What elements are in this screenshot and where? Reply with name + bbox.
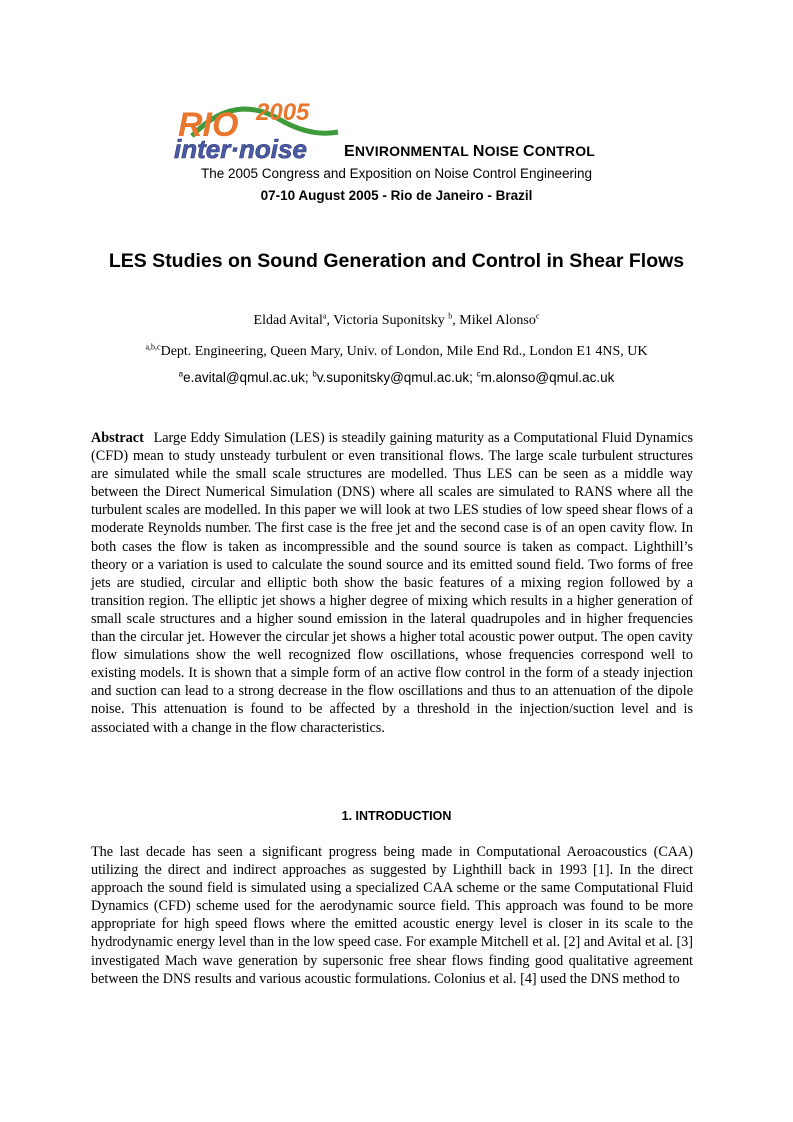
email-address[interactable]: e.avital@qmul.ac.uk xyxy=(183,370,305,385)
author-mark: c xyxy=(535,311,540,321)
email-address[interactable]: m.alonso@qmul.ac.uk xyxy=(480,370,615,385)
author-name: Eldad Avital xyxy=(253,313,323,328)
email-list: $^a$e.avital@qmul.ac.uk; $^b$v.suponitsky@qmul.ac.uk; $^c$m.alonso@qmul.ac.uk xyxy=(178,369,615,385)
abstract-label: Abstract xyxy=(91,430,144,446)
author-mark: a xyxy=(322,311,327,321)
paper-title: LES Studies on Sound Generation and Control in Shear Flows xyxy=(108,250,685,272)
author-list: Eldad Avital$^a$, Victoria Suponitsky $^b$, Mikel Alonso$^c$ xyxy=(253,311,540,328)
abstract xyxy=(91,429,693,737)
affiliation-marks: a,b,c xyxy=(145,342,161,352)
section-heading-introduction: 1. INTRODUCTION xyxy=(341,809,452,823)
rio-internoise-2005-logo xyxy=(172,96,340,162)
logo-internoise-text: inter·noise xyxy=(174,134,307,162)
conference-header xyxy=(0,0,793,215)
logo-year-text: 2005 xyxy=(256,99,310,126)
email-address[interactable]: v.suponitsky@qmul.ac.uk xyxy=(316,370,470,385)
affiliation-text: Dept. Engineering, Queen Mary, Univ. of London, Mile End Rd., London E1 4NS, UK xyxy=(160,344,648,359)
conference-dates: 07-10 August 2005 - Rio de Janeiro - Brazil xyxy=(260,188,533,203)
author-name: Victoria Suponitsky xyxy=(333,313,449,328)
affiliation xyxy=(0,344,793,360)
abstract-text: Large Eddy Simulation (LES) is steadily gaining maturity as a Computational Fluid Dynamics (CFD) mean to study unsteady turbulent or even transitional flows. The large scale turbulent structures are simulated while the small scale structures are modelled. Thus LES can be seen as a middle way between the Direct Numerical Simulation (DNS) where all scales are simulated to RANS where all the turbulent scales are modelled. In this paper we will look at two LES studies of low speed shear flows of a moderate Reynolds number. The first case is the free jet and the second case is of an open cavity flow. In both cases the flow is taken as incompressible and the sound source is taken as compact. Lighthill’s theory or a variation is used to calculate the sound source and its emitted sound field. Two forms of free jets are studied, circular and elliptic both show the basic features of a mixing region followed by a transition region. The elliptic jet shows a higher degree of mixing which results in a higher generation of small scale structures and a higher sound emission in the lateral quadrupoles and in higher frequencies than the circular jet. However the circular jet shows a higher total acoustic power output. The open cavity flow simulations show the well recognized flow oscillations, whose frequencies correspond well to existing models. It is shown that a simple form of an active flow control in the form of a steady injection and suction can lead to a strong decrease in the flow oscillations and thus to an attenuation of the dipole noise. This attenuation is found to be affected by a threshold in the injection/suction level and is associated with a change in the flow characteristics. xyxy=(91,430,693,736)
environmental-noise-control-title: ENVIRONMENTAL NOISE CONTROL xyxy=(344,143,596,160)
author-name: Mikel Alonso xyxy=(459,313,536,328)
introduction-paragraph: The last decade has seen a significant progress being made in Computational Aeroacoustics (CAA) utilizing the direct and indirect approaches as suggested by Lighthill back in 1993 [1]. In the direct approach the sound field is simulated using a specialized CAA scheme or the same Computational Fluid Dynamics (CFD) scheme used for the aerodynamic source field. This approach was found to be more appropriate for high speed flows where the emitted acoustic energy level is closer in its scale to the hydrodynamic energy level than in the low speed case. For example Mitchell et al. [2] and Avital et al. [3] investigated Mach wave generation by supersonic free shear flows finding good qualitative agreement between the DNS results and various acoustic formulations. Colonius et al. [4] used the DNS method to xyxy=(91,844,693,987)
logo-rio-text: RIO xyxy=(178,106,239,144)
congress-subtitle: The 2005 Congress and Exposition on Noise Control Engineering xyxy=(201,166,592,181)
author-mark: b xyxy=(448,311,453,321)
